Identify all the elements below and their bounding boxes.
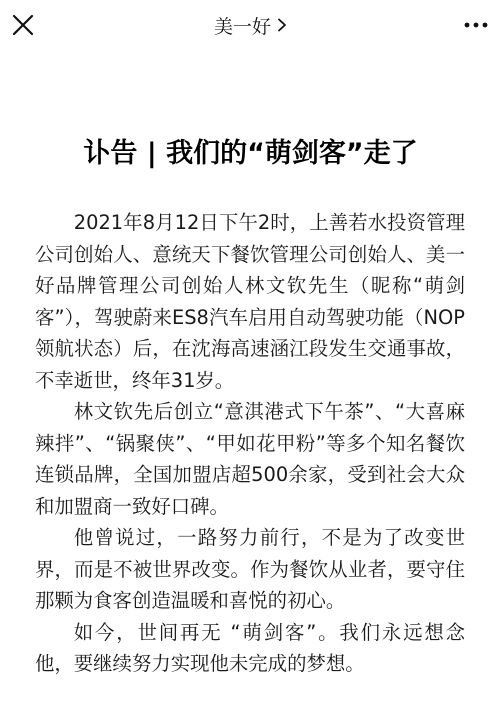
- nav-bar: [0, 0, 501, 50]
- more-button[interactable]: [459, 8, 493, 42]
- nav-title: [0, 0, 501, 50]
- chevron-right-icon: [277, 18, 287, 32]
- article-body: [35, 207, 465, 680]
- article-title: 讣告 | 我们的“萌剑客”走了: [83, 138, 418, 169]
- article-paragraph-1: 2021年8月12日下午2时，上善若水投资管理公司创始人、意统天下餐饮管理公司创始人、美一好品牌管理公司创始人林文钦先生（昵称“萌剑客”），驾驶蔚来ES8汽车启用自动驾驶功能（NOP领航状态）后，在沈海高速涵江段发生交通事故，不幸逝世，终年31岁。: [35, 211, 465, 392]
- article-paragraph-2: 林文钦先后创立“意淇港式下午茶”、“大喜麻辣拌”、“锅聚侠”、“甲如花甲粉”等多个知名餐饮连锁品牌，全国加盟店超500余家，受到社会大众和加盟商一致好口碑。: [35, 400, 465, 518]
- article-paragraph-3: 他曾说过，一路努力前行，不是为了改变世界，而是不被世界改变。作为餐饮从业者，要守住那颗为食客创造温暖和喜悦的初心。: [35, 526, 465, 612]
- article-paragraph-4: 如今，世间再无 “萌剑客”。我们永远想念他，要继续努力实现他未完成的梦想。: [35, 620, 465, 675]
- more-dots-icon: [464, 22, 488, 28]
- account-name-link[interactable]: 美一好: [213, 15, 271, 38]
